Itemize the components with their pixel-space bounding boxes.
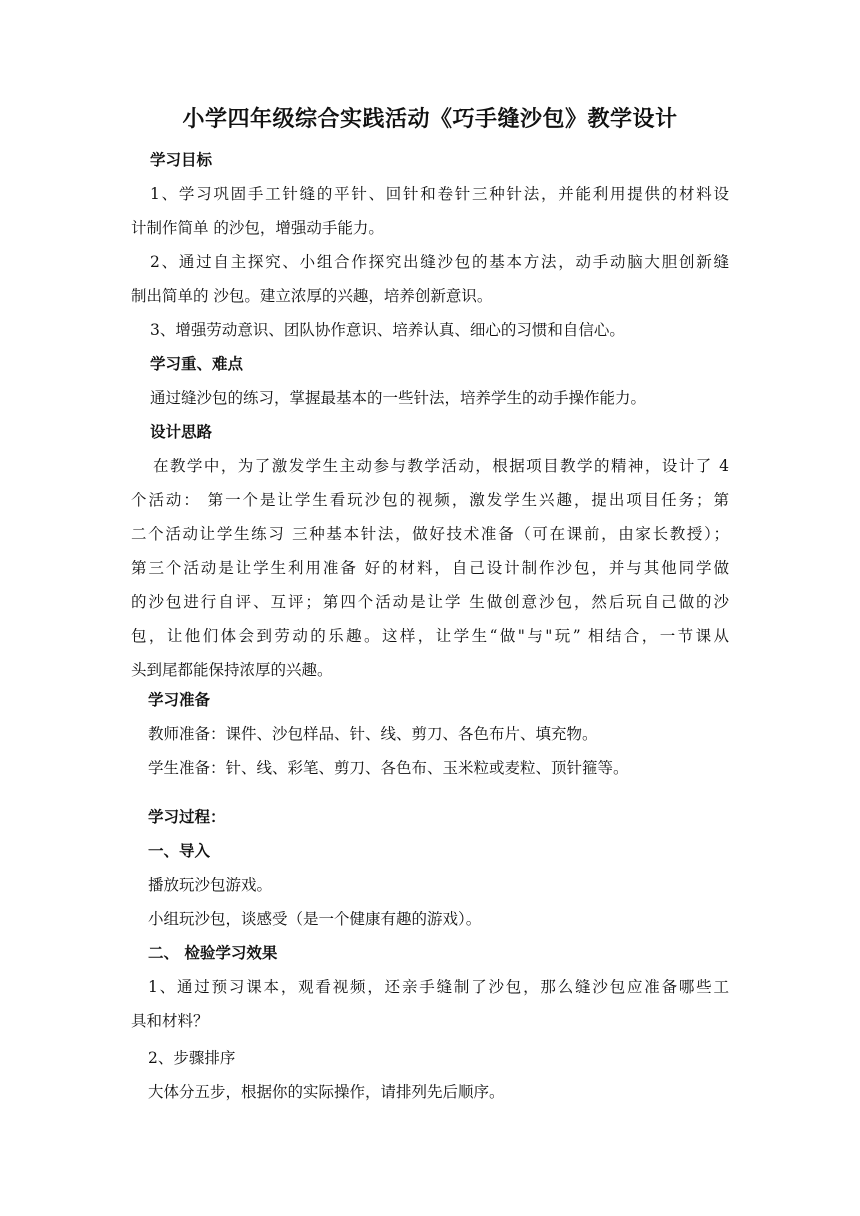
objective-line: 制出简单的 沙包。建立浓厚的兴趣，培养创新意识。 — [131, 287, 493, 305]
objectives-heading: 学习目标 — [150, 151, 213, 169]
section-2-line: 1、通过预习课本，观看视频，还亲手缝制了沙包，那么缝沙包应准备哪些工 — [148, 978, 729, 996]
key-points-heading: 学习重、难点 — [150, 355, 244, 373]
student-preparation: 学生准备：针、线、彩笔、剪刀、各色布、玉米粒或麦粒、顶针箍等。 — [148, 759, 629, 777]
objective-line: 2、通过自主探究、小组合作探究出缝沙包的基本方法，动手动脑大胆创新缝 — [150, 253, 729, 271]
section-2-line: 具和材料？ — [131, 1012, 209, 1030]
design-line: 头到尾都能保持浓厚的兴趣。 — [131, 661, 333, 679]
key-points-text: 通过缝沙包的练习，掌握最基本的一些针法，培养学生的动手操作能力。 — [150, 389, 647, 407]
section-1-line: 播放玩沙包游戏。 — [148, 876, 273, 894]
design-line: 包，让他们体会到劳动的乐趣。这样，让学生“做"与"玩” 相结合，一节课从 — [131, 627, 729, 645]
design-line: 个活动： 第一个是让学生看玩沙包的视频，激发学生兴趣，提出项目任务；第 — [131, 491, 729, 509]
process-heading: 学习过程： — [148, 808, 226, 826]
page-title: 小学四年级综合实践活动《巧手缝沙包》教学设计 — [182, 107, 678, 132]
section-1-heading: 一、导入 — [148, 842, 211, 860]
objective-line: 计制作简单 的沙包，增强动手能力。 — [131, 219, 384, 237]
section-1-line: 小组玩沙包，谈感受（是一个健康有趣的游戏）。 — [148, 910, 482, 928]
objective-line: 3、增强劳动意识、团队协作意识、培养认真、细心的习惯和自信心。 — [150, 321, 625, 339]
section-2-heading: 二、 检验学习效果 — [148, 944, 278, 962]
section-2-line: 大体分五步，根据你的实际操作，请排列先后顺序。 — [148, 1083, 505, 1101]
objective-line: 1、学习巩固手工针缝的平针、回针和卷针三种针法，并能利用提供的材料设 — [150, 185, 729, 203]
design-line: 第三个活动是让学生利用准备 好的材料，自己设计制作沙包，并与其他同学做 — [131, 559, 729, 577]
section-2-line: 2、步骤排序 — [148, 1049, 236, 1067]
design-line: 在教学中，为了激发学生主动参与教学活动，根据项目教学的精神，设计了 4 — [153, 457, 729, 475]
design-line: 的沙包进行自评、互评；第四个活动是让学 生做创意沙包，然后玩自己做的沙 — [131, 593, 729, 611]
preparation-heading: 学习准备 — [148, 691, 211, 709]
teacher-preparation: 教师准备：课件、沙包样品、针、线、剪刀、各色布片、填充物。 — [148, 725, 598, 743]
design-line: 二个活动让学生练习 三种基本针法，做好技术准备（可在课前，由家长教授）； — [131, 525, 729, 543]
design-heading: 设计思路 — [150, 423, 213, 441]
